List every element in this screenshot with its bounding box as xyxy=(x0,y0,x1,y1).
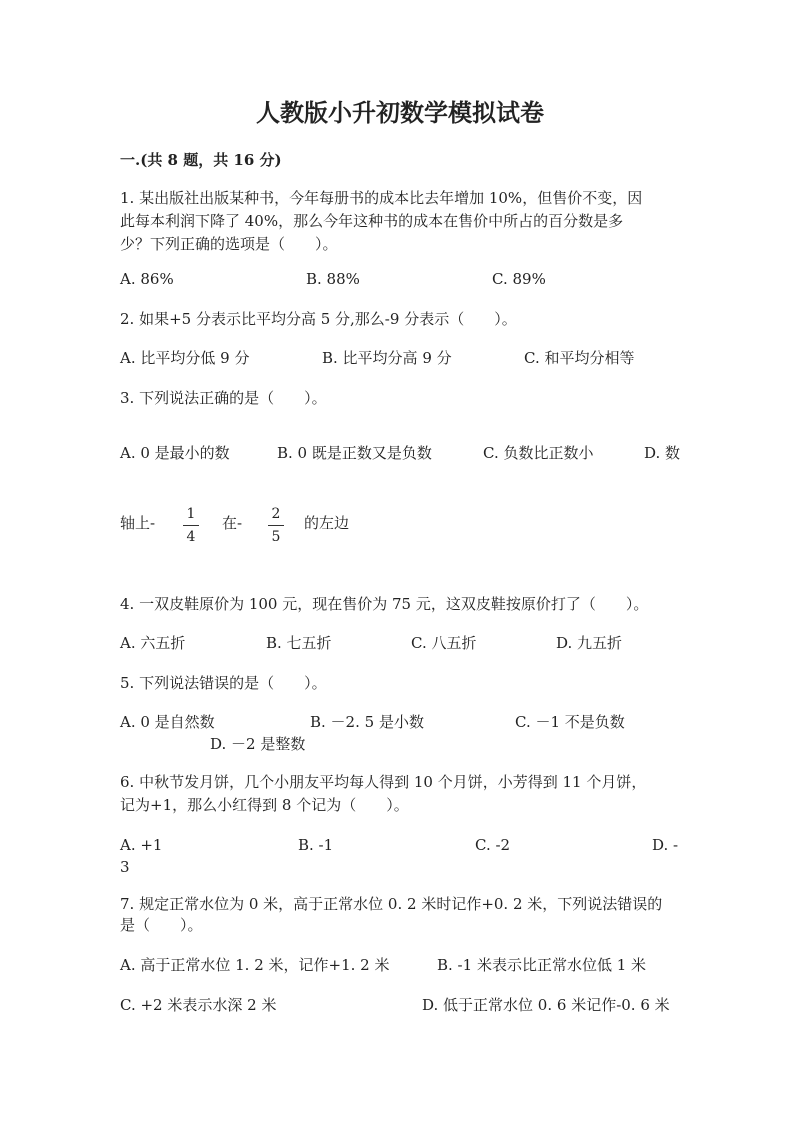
question-7-option-b: B. -1 米表示比正常水位低 1 米 xyxy=(437,956,647,974)
fraction-two-fifths xyxy=(268,505,284,546)
question-1-option-a: A. 86% xyxy=(120,270,174,288)
question-5-option-a: A. 0 是自然数 xyxy=(120,713,215,731)
question-5-option-b: B. －2. 5 是小数 xyxy=(310,713,424,731)
question-5-option-c: C. －1 不是负数 xyxy=(515,713,625,731)
fraction-numerator: 1 xyxy=(183,505,199,526)
question-2-option-b: B. 比平均分高 9 分 xyxy=(322,349,452,367)
question-4-option-d: D. 九五折 xyxy=(556,634,623,652)
fraction-numerator: 2 xyxy=(268,505,284,526)
question-2-option-c: C. 和平均分相等 xyxy=(524,349,635,367)
question-5-option-d: D. －2 是整数 xyxy=(210,735,306,753)
page-title: 人教版小升初数学模拟试卷 xyxy=(256,98,544,127)
section-heading: 一.(共 8 题，共 16 分) xyxy=(120,151,282,169)
question-2-stem: 2. 如果+5 分表示比平均分高 5 分,那么-9 分表示（ ）。 xyxy=(120,310,517,328)
question-4-stem: 4. 一双皮鞋原价为 100 元，现在售价为 75 元，这双皮鞋按原价打了（ ）。 xyxy=(120,595,649,613)
question-2-option-a: A. 比平均分低 9 分 xyxy=(120,349,250,367)
fraction-denominator: 4 xyxy=(186,529,196,545)
question-6-option-a: A. +1 xyxy=(120,836,163,854)
question-3-continuation-suffix: 的左边 xyxy=(304,514,350,532)
question-1-option-b: B. 88% xyxy=(306,270,360,288)
question-3-option-a: A. 0 是最小的数 xyxy=(120,444,230,462)
question-3-continuation-middle: 在- xyxy=(222,514,243,532)
question-3-continuation-prefix: 轴上- xyxy=(120,514,156,532)
question-1-line-3: 少？下列正确的选项是（ ）。 xyxy=(120,235,338,253)
question-1-line-2: 此每本利润下降了 40%，那么今年这种书的成本在售价中所占的百分数是多 xyxy=(120,212,624,230)
question-3-option-c: C. 负数比正数小 xyxy=(483,444,594,462)
question-7-option-a: A. 高于正常水位 1. 2 米，记作+1. 2 米 xyxy=(120,956,390,974)
fraction-one-quarter xyxy=(183,505,199,546)
question-4-option-b: B. 七五折 xyxy=(266,634,332,652)
question-5-stem: 5. 下列说法错误的是（ ）。 xyxy=(120,674,327,692)
question-6-option-b: B. -1 xyxy=(298,836,334,854)
question-6-option-c: C. -2 xyxy=(475,836,511,854)
question-6-line-1: 6. 中秋节发月饼，几个小朋友平均每人得到 10 个月饼，小芳得到 11 个月饼， xyxy=(120,773,647,791)
question-7-option-c: C. +2 米表示水深 2 米 xyxy=(120,996,277,1014)
question-7-option-d: D. 低于正常水位 0. 6 米记作-0. 6 米 xyxy=(422,996,670,1014)
question-1-option-c: C. 89% xyxy=(492,270,546,288)
question-4-option-c: C. 八五折 xyxy=(411,634,477,652)
question-7-line-1: 7. 规定正常水位为 0 米，高于正常水位 0. 2 米时记作+0. 2 米，下列说法错误的 xyxy=(120,895,663,913)
question-3-option-d: D. 数 xyxy=(644,444,681,462)
question-6-option-d: D. - xyxy=(652,836,679,854)
question-3-option-b: B. 0 既是正数又是负数 xyxy=(277,444,432,462)
question-1-line-1: 1. 某出版社出版某种书，今年每册书的成本比去年增加 10%，但售价不变，因 xyxy=(120,189,643,207)
question-6-line-2: 记为+1，那么小红得到 8 个记为（ ）。 xyxy=(120,796,409,814)
fraction-denominator: 5 xyxy=(271,529,281,545)
question-6-option-d-wrap: 3 xyxy=(120,858,130,876)
question-7-line-2: 是（ ）。 xyxy=(120,916,203,934)
question-4-option-a: A. 六五折 xyxy=(120,634,186,652)
question-3-stem: 3. 下列说法正确的是（ ）。 xyxy=(120,389,327,407)
